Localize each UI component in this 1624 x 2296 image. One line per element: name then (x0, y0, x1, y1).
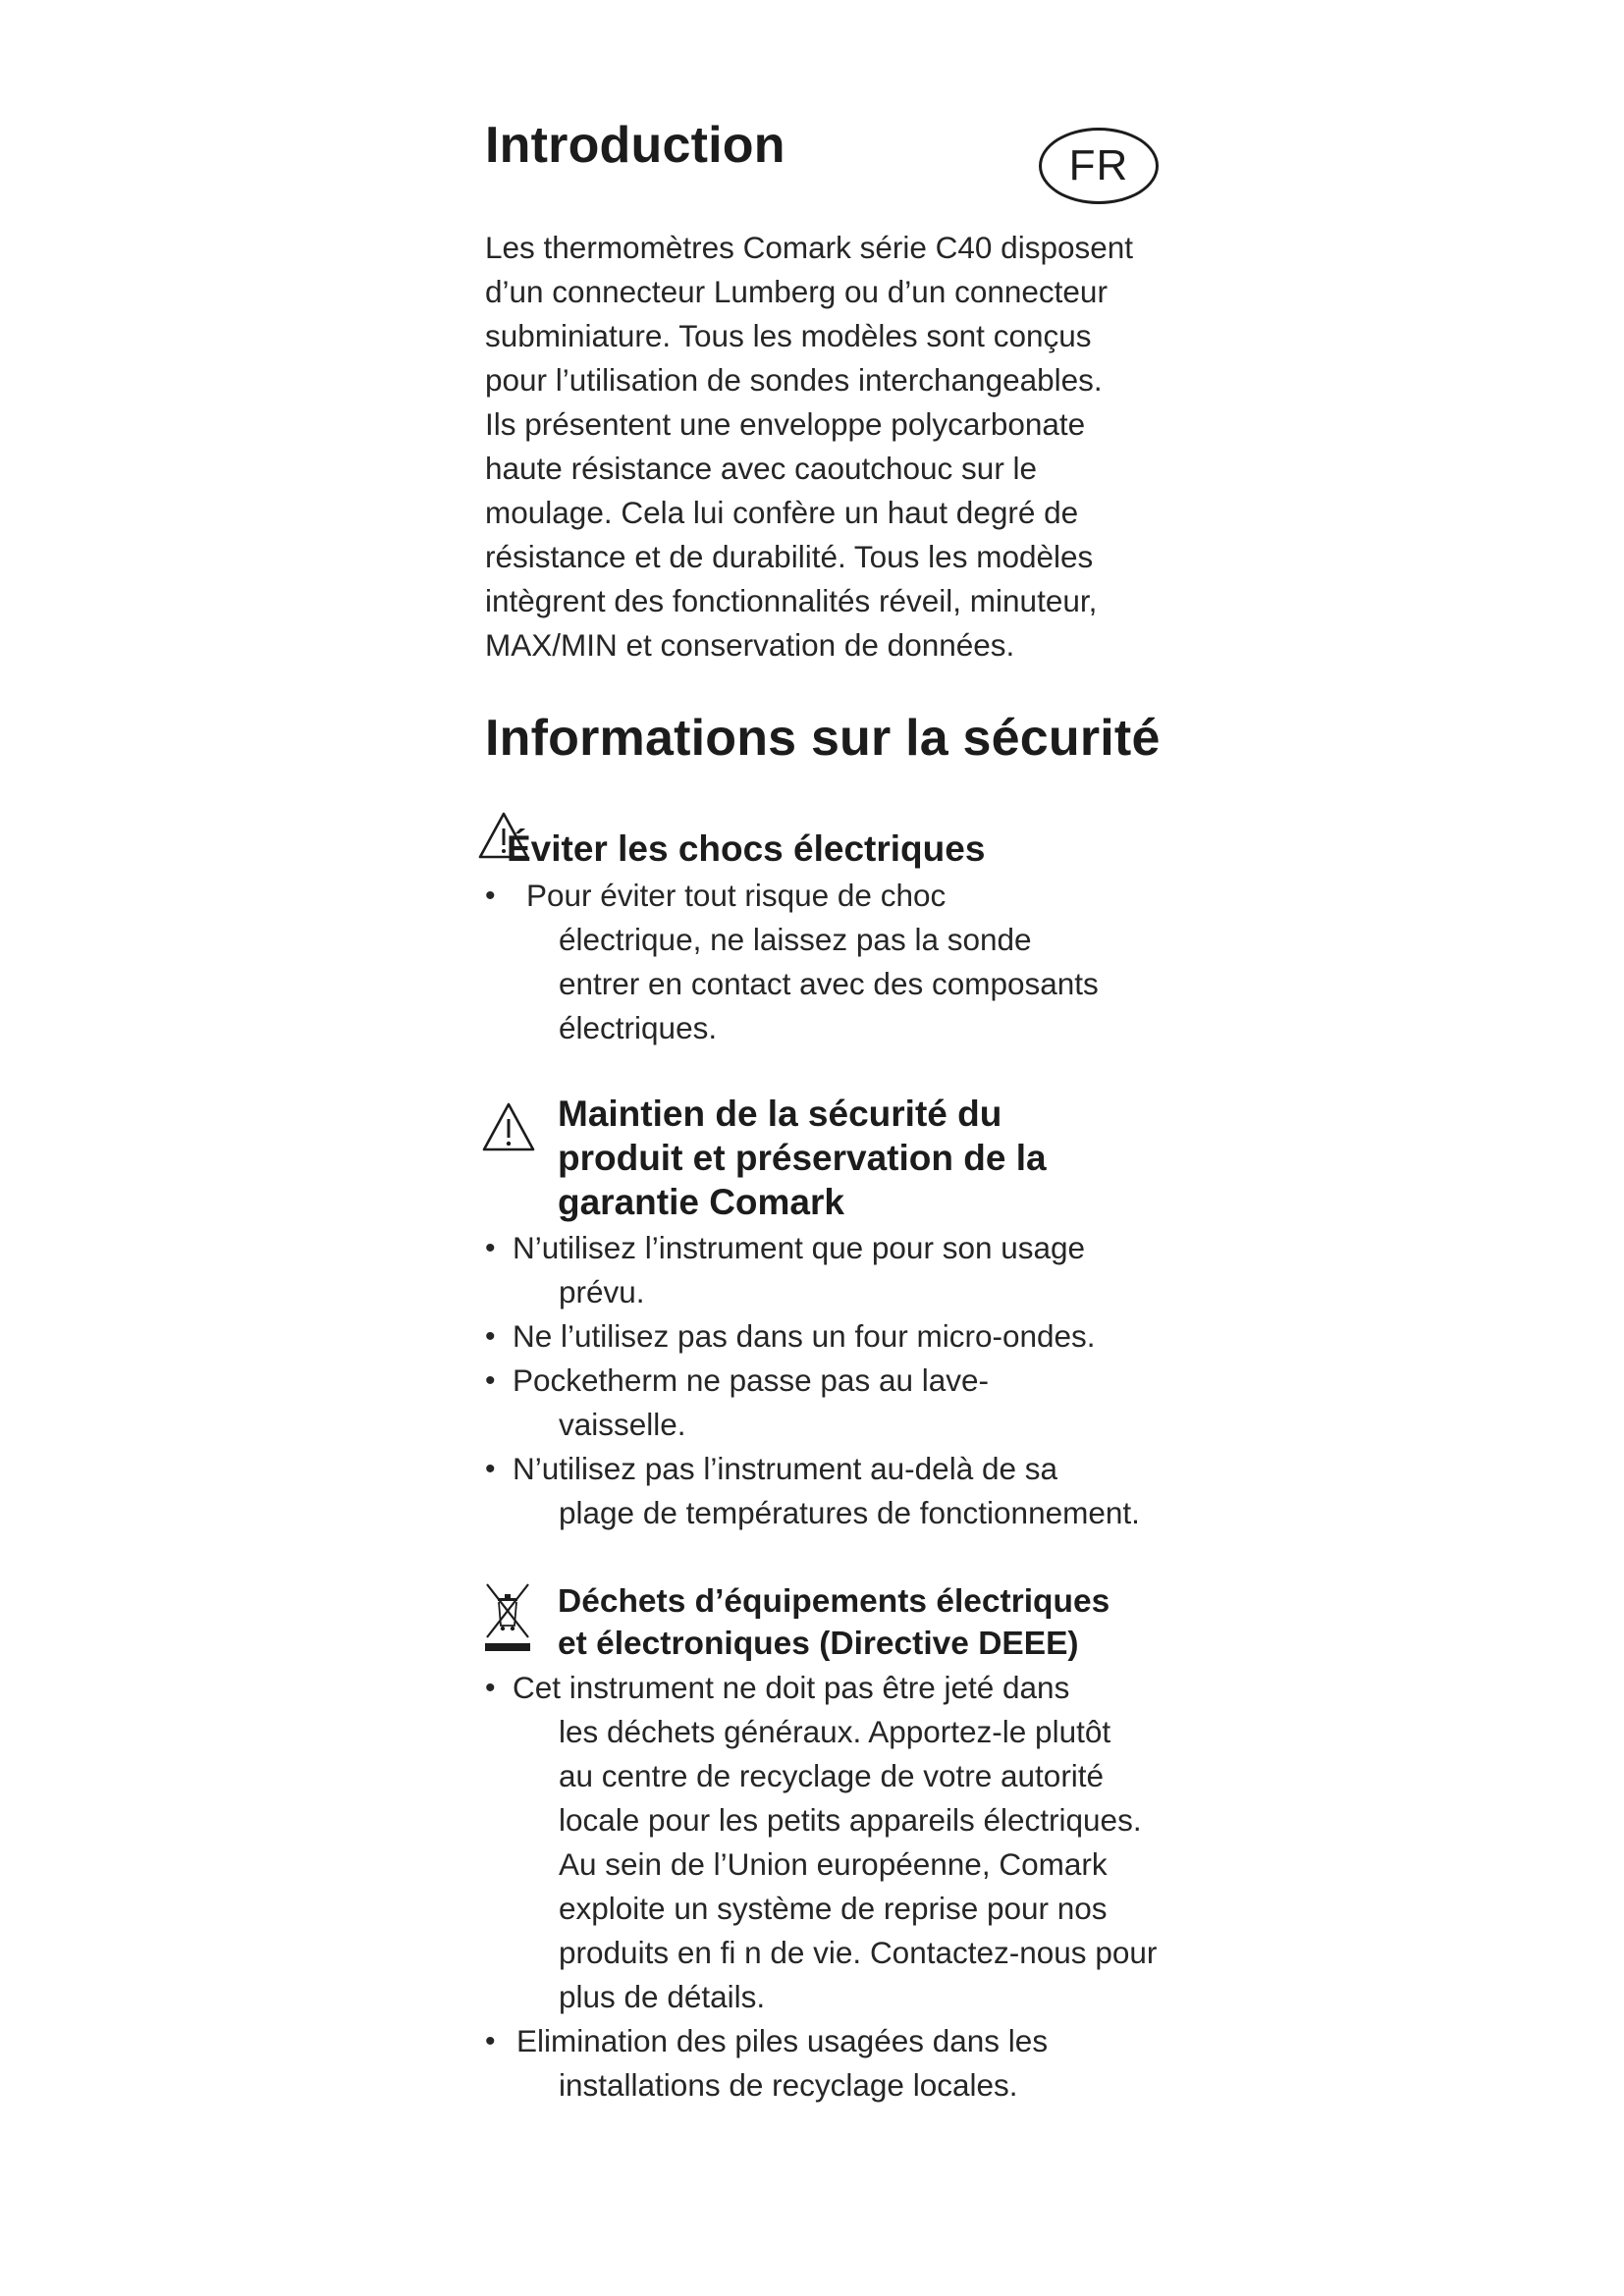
list-item (485, 874, 1099, 1050)
bullet-text: plus de détails. (559, 1979, 766, 2014)
bullet-dot: • (485, 2025, 496, 2057)
list-item (485, 1359, 1140, 1447)
bullet-text: électriques. (559, 1010, 718, 1045)
intro-line: Ils présentent une enveloppe polycarbonate (485, 406, 1086, 442)
list-item (485, 2019, 1157, 2108)
bullet-text: exploite un système de reprise pour nos (559, 1891, 1108, 1926)
bullet-text: Pocketherm ne passe pas au lave- (513, 1362, 990, 1398)
bullet-dot: • (485, 1364, 496, 1397)
safety-title: Informations sur la sécurité (485, 710, 1161, 767)
bullet-text: plage de températures de fonctionnement. (559, 1495, 1140, 1530)
bullet-dot: • (485, 1672, 496, 1704)
language-badge (1039, 128, 1159, 204)
bullet-text: Cet instrument ne doit pas être jeté dans (513, 1670, 1070, 1705)
bullet-text: produits en fi n de vie. Contactez-nous pour (559, 1935, 1158, 1970)
bullet-text: au centre de recyclage de votre autorité (559, 1758, 1105, 1793)
intro-paragraph (485, 226, 1192, 667)
intro-line: haute résistance avec caoutchouc sur le (485, 451, 1038, 486)
list-item (485, 1226, 1140, 1314)
warranty-heading (558, 1092, 1047, 1224)
weee-heading (558, 1580, 1110, 1665)
warranty-bullet-list (485, 1226, 1140, 1535)
language-badge-label: FR (1068, 141, 1129, 189)
bullet-dot: • (485, 880, 496, 912)
shock-heading: Éviter les chocs électriques (507, 828, 986, 869)
bullet-text: électrique, ne laissez pas la sonde (559, 922, 1032, 957)
bullet-dot: • (485, 1320, 496, 1353)
intro-line: intègrent des fonctionnalités réveil, minuteur, (485, 583, 1098, 618)
list-item (485, 1447, 1140, 1535)
bullet-text: Au sein de l’Union européenne, Comark (559, 1846, 1108, 1882)
list-item (485, 1314, 1140, 1359)
weee-bullet-list (485, 1666, 1157, 2108)
intro-line: pour l’utilisation de sondes interchangeables. (485, 362, 1103, 398)
warranty-heading-line: produit et préservation de la (558, 1138, 1047, 1178)
intro-title: Introduction (485, 117, 785, 174)
bullet-dot: • (485, 1232, 496, 1264)
bullet-text: les déchets généraux. Apportez-le plutôt (559, 1714, 1111, 1749)
bullet-text: N’utilisez l’instrument que pour son usage (513, 1230, 1086, 1265)
bullet-text: Ne l’utilisez pas dans un four micro-ondes. (513, 1318, 1096, 1354)
bullet-text: Elimination des piles usagées dans les (516, 2023, 1049, 2058)
bullet-text: vaisselle. (559, 1407, 686, 1442)
warranty-heading-line: Maintien de la sécurité du (558, 1094, 1002, 1134)
shock-bullet-list (485, 874, 1099, 1050)
weee-crossed-bin-icon (483, 1580, 532, 1653)
weee-heading-line: et électroniques (Directive DEEE) (558, 1626, 1079, 1662)
bullet-dot: • (485, 1453, 496, 1485)
intro-line: Les thermomètres Comark série C40 disposent (485, 230, 1134, 265)
intro-line: résistance et de durabilité. Tous les modèles (485, 539, 1094, 574)
bullet-text: prévu. (559, 1274, 645, 1309)
intro-line: MAX/MIN et conservation de données. (485, 627, 1015, 663)
bullet-text: N’utilisez pas l’instrument au-delà de sa (513, 1451, 1058, 1486)
bullet-text: locale pour les petits appareils électriques. (559, 1802, 1142, 1838)
warranty-heading-line: garantie Comark (558, 1182, 844, 1222)
bullet-text: Pour éviter tout risque de choc (526, 878, 947, 913)
intro-line: d’un connecteur Lumberg ou d’un connecteur (485, 274, 1108, 309)
warning-triangle-icon (481, 1101, 536, 1152)
intro-line: moulage. Cela lui confère un haut degré de (485, 495, 1079, 530)
intro-line: subminiature. Tous les modèles sont conçus (485, 318, 1092, 353)
bullet-text: installations de recyclage locales. (559, 2067, 1018, 2103)
weee-heading-line: Déchets d’équipements électriques (558, 1583, 1110, 1620)
bullet-text: entrer en contact avec des composants (559, 966, 1099, 1001)
list-item (485, 1666, 1157, 2019)
